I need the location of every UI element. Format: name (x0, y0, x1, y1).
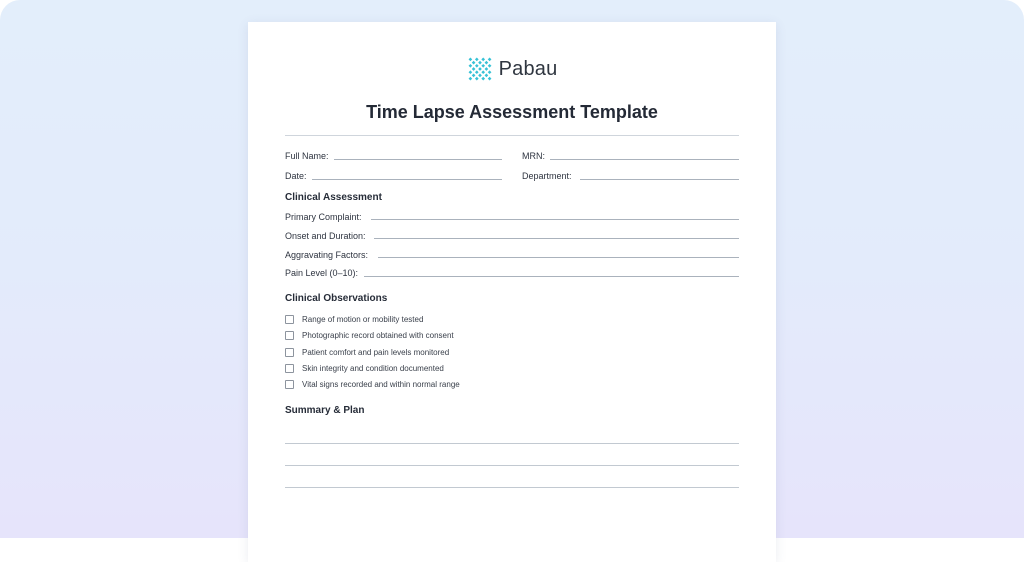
checkbox[interactable] (285, 348, 294, 357)
observation-label: Skin integrity and condition documented (302, 363, 444, 373)
observation-label: Vital signs recorded and within normal range (302, 379, 460, 389)
observation-item[interactable] (285, 362, 444, 374)
checkbox[interactable] (285, 364, 294, 373)
summary-line[interactable] (285, 487, 739, 488)
logo-dot (481, 64, 485, 68)
full-name-label: Full Name: (285, 151, 329, 161)
document-title: Time Lapse Assessment Template (366, 102, 658, 122)
logo-dot (468, 58, 472, 62)
brand-logo (248, 56, 776, 82)
observation-item[interactable] (285, 329, 454, 341)
logo-dot (484, 67, 488, 71)
checkbox[interactable] (285, 380, 294, 389)
checkbox[interactable] (285, 331, 294, 340)
logo-dot (487, 64, 491, 68)
observation-item[interactable] (285, 313, 423, 325)
logo-dot (471, 67, 475, 71)
logo-dot (468, 77, 472, 81)
pain-level-field[interactable] (364, 276, 739, 277)
observation-label: Range of motion or mobility tested (302, 314, 424, 324)
logo-dot (471, 61, 475, 65)
department-label: Department: (522, 171, 572, 181)
logo-dot (484, 74, 488, 78)
observation-label: Photographic record obtained with consent (302, 330, 454, 340)
summary-line[interactable] (285, 443, 739, 444)
logo-dot (468, 64, 472, 68)
date-label: Date: (285, 171, 307, 181)
document-page (248, 22, 776, 562)
primary-complaint-field[interactable] (371, 219, 739, 220)
pabau-logo-icon (467, 56, 493, 82)
primary-complaint-label: Primary Complaint: (285, 212, 362, 222)
logo-dot (487, 70, 491, 74)
mrn-field[interactable] (550, 159, 739, 160)
logo-dot (478, 74, 482, 78)
clinical-observations-heading: Clinical Observations (285, 293, 388, 304)
department-field[interactable] (580, 179, 739, 180)
summary-plan-heading: Summary & Plan (285, 405, 365, 416)
logo-dot (484, 61, 488, 65)
logo-dot (481, 77, 485, 81)
logo-dot (475, 70, 479, 74)
checkbox[interactable] (285, 315, 294, 324)
logo-dot (481, 70, 485, 74)
observation-label: Patient comfort and pain levels monitored (302, 347, 450, 357)
aggravating-factors-label: Aggravating Factors: (285, 250, 369, 260)
observation-item[interactable] (285, 346, 449, 358)
title-divider (285, 135, 739, 136)
mrn-label: MRN: (522, 151, 545, 161)
pain-level-label: Pain Level (0–10): (285, 268, 359, 278)
logo-dot (475, 77, 479, 81)
aggravating-factors-field[interactable] (378, 257, 739, 258)
full-name-field[interactable] (334, 159, 502, 160)
summary-line[interactable] (285, 465, 739, 466)
observation-item[interactable] (285, 378, 460, 390)
logo-dot (487, 58, 491, 62)
logo-dot (478, 67, 482, 71)
logo-text: Pabau (498, 57, 558, 80)
onset-duration-label: Onset and Duration: (285, 231, 366, 241)
logo-dot (487, 77, 491, 81)
logo-dot (481, 58, 485, 62)
logo-dot (471, 74, 475, 78)
clinical-assessment-heading: Clinical Assessment (285, 192, 382, 203)
onset-duration-field[interactable] (374, 238, 739, 239)
logo-dot (475, 58, 479, 62)
logo-dot (475, 64, 479, 68)
logo-dot (478, 61, 482, 65)
logo-dot (468, 70, 472, 74)
date-field[interactable] (312, 179, 502, 180)
